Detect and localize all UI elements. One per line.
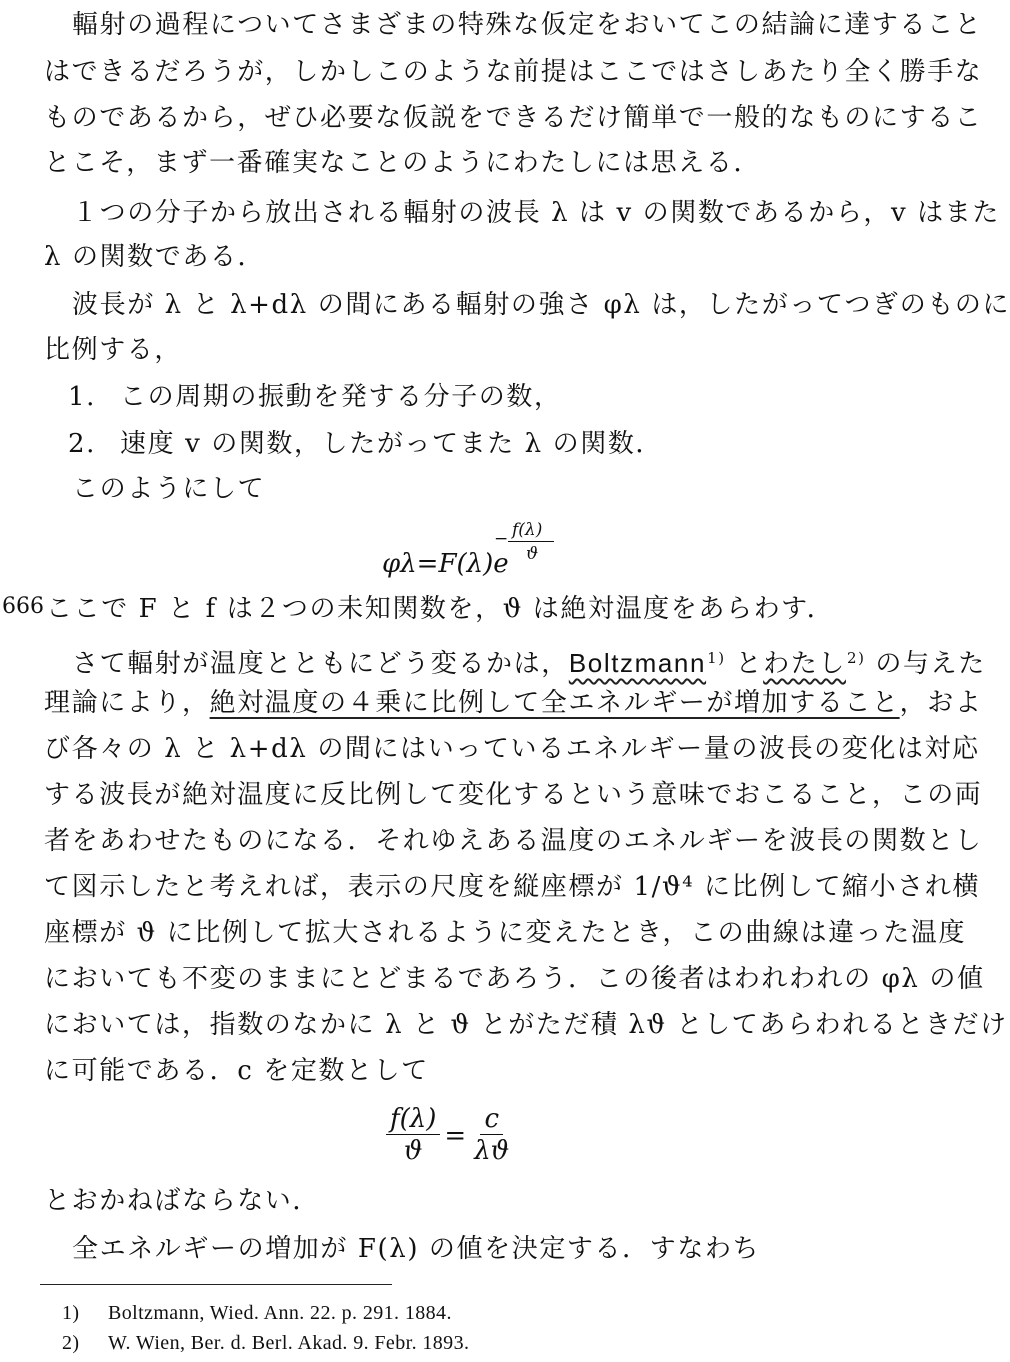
footnote-ref-1: 1)	[707, 649, 726, 667]
para3-line-2: 比例する，	[44, 335, 183, 365]
para1-line-4: とこそ，まず一番確実なことのようにわたしには思える．	[44, 148, 762, 178]
para4-text: の与えた	[865, 649, 986, 679]
para4-line-7: 座標が ϑ に比例して拡大されるように変えたとき，この曲線は違った温度	[44, 918, 967, 948]
equation-lead-text: このようにして	[72, 474, 266, 504]
list-item-number: 1.	[68, 382, 97, 412]
author-reference: わたし	[763, 649, 846, 679]
para2-line-2: λ の関数である．	[44, 242, 266, 272]
list-item-number: 2.	[68, 429, 97, 459]
footnote-ref-2: 2)	[846, 649, 866, 667]
para2-line-1: １つの分子から放出される輻射の波長 λ は v の関数であるから，v はまた	[72, 198, 1000, 228]
para1-line-2: はできるだろうが，しかしこのような前提はここではさしあたり全く勝手な	[44, 57, 983, 87]
para4-line-9: においては，指数のなかに λ と ϑ とがただ積 λϑ としてあらわれるときだけ	[44, 1010, 1008, 1040]
footnote-2	[62, 1330, 469, 1356]
equation-1-exponent-sign: −	[494, 529, 509, 549]
para1-line-3: ものであるから，ぜひ必要な仮説をできるだけ簡単で一般的なものにするこ	[44, 103, 983, 133]
equation-2-right-denominator: λϑ	[474, 1136, 510, 1166]
footnote-number: 1)	[62, 1302, 80, 1324]
list-item	[68, 427, 924, 461]
equation-1-exponent-numerator: f(λ)	[512, 520, 543, 540]
margin-page-number: 666	[2, 594, 44, 619]
footnote-1	[62, 1300, 452, 1326]
footnote-text: W. Wien, Ber. d. Berl. Akad. 9. Febr. 1893.	[108, 1332, 470, 1354]
para4-line-8: においても不変のままにとどまるであろう．この後者はわれわれの φλ の値	[44, 964, 985, 994]
para4-line-4: する波長が絶対温度に反比例して変化するという意味でおこること，この両	[44, 780, 983, 810]
para4-text: さて輻射が温度とともにどう変るかは，	[72, 649, 569, 679]
para4-text: 理論により，	[44, 688, 210, 718]
para4-text: と	[725, 649, 764, 679]
list-item-text: この周期の振動を発する分子の数，	[120, 382, 562, 412]
para1-line-1: 輻射の過程についてさまざまの特殊な仮定をおいてこの結論に達すること	[72, 10, 983, 40]
last-line: 全エネルギーの増加が F(λ) の値を決定する．すなわち	[72, 1234, 761, 1264]
equation-2-left-denominator: ϑ	[403, 1136, 423, 1166]
equation-2-right-numerator: c	[480, 1104, 503, 1135]
equation-2-equals: =	[444, 1120, 467, 1151]
after-equation-2-text: とおかねばならない．	[44, 1186, 321, 1216]
after-equation-1-text: ここで F と f は２つの未知関数を，ϑ は絶対温度をあらわす．	[46, 594, 835, 624]
para4-line-6: て図示したと考えれば，表示の尺度を縦座標が 1/ϑ⁴ に比例して縮小され横	[44, 872, 981, 902]
footnote-number: 2)	[62, 1332, 80, 1354]
para4-line-10: に可能である．c を定数として	[44, 1056, 429, 1086]
equation-1-exponent-bar	[508, 541, 554, 542]
para4-line-5: 者をあわせたものになる．それゆえある温度のエネルギーを波長の関数とし	[44, 826, 983, 856]
para4-line-3: び各々の λ と λ+dλ の間にはいっているエネルギー量の波長の変化は対応	[44, 734, 980, 764]
equation-2-left-numerator: f(λ)	[386, 1104, 440, 1135]
para4-text: ，およ	[899, 688, 983, 718]
equation-1-base: φλ=F(λ)e	[382, 549, 509, 579]
underlined-statement: 絶対温度の４乗に比例して全エネルギーが増加すること	[209, 688, 900, 718]
list-item	[68, 380, 924, 414]
para4-line-2	[44, 686, 983, 720]
equation-2-left-fraction	[386, 1104, 440, 1167]
para4-line-1	[72, 641, 986, 681]
footnote-rule	[40, 1284, 392, 1285]
equation-1-exponent-denominator: ϑ	[526, 544, 539, 564]
boltzmann-reference: Boltzmann	[568, 648, 707, 678]
para3-line-1: 波長が λ と λ+dλ の間にある輻射の強さ φλ は，したがってつぎのものに	[72, 290, 1010, 320]
equation-2	[386, 1104, 513, 1167]
equation-2-right-fraction	[470, 1104, 513, 1167]
list-item-text: 速度 v の関数，したがってまた λ の関数．	[120, 429, 664, 459]
footnote-text: Boltzmann, Wied. Ann. 22. p. 291. 1884.	[108, 1302, 452, 1324]
